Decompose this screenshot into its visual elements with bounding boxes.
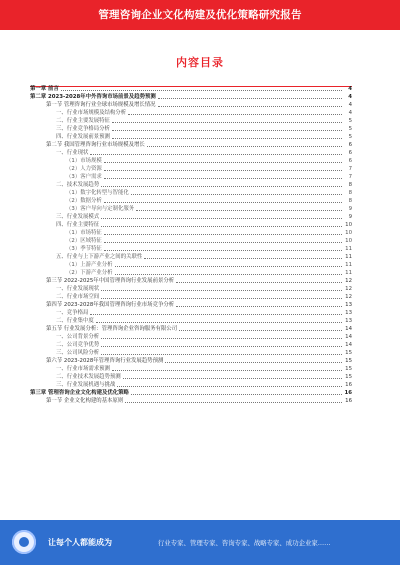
toc-entry-label: （2）下游产业分析 — [66, 270, 113, 276]
toc-entry-label: 二、行业主要发展特征 — [56, 118, 110, 124]
toc-entry-page: 11 — [345, 246, 352, 252]
toc-entry-page: 11 — [345, 254, 352, 260]
toc-dot-leader — [104, 234, 342, 235]
toc-entry[interactable] — [30, 357, 352, 365]
toc-entry-label: （3）客户需求 — [66, 174, 102, 180]
document-header-bar — [0, 0, 400, 30]
toc-entry[interactable] — [30, 141, 352, 149]
toc-dot-leader — [176, 306, 342, 307]
footer-banner — [0, 520, 400, 565]
toc-entry-label: 五、行业与上下游产业之间的关联性 — [56, 254, 143, 260]
toc-entry-page: 11 — [345, 270, 352, 276]
toc-dot-leader — [101, 226, 342, 227]
toc-entry[interactable] — [30, 373, 352, 381]
toc-entry-label: 四、行业发展前景预测 — [56, 134, 110, 140]
toc-entry[interactable] — [30, 285, 352, 293]
toc-dot-leader — [144, 258, 342, 259]
toc-entry-label: 三、行业竞争格局分析 — [56, 126, 110, 132]
toc-entry-page: 4 — [348, 94, 352, 100]
toc-entry[interactable] — [30, 253, 352, 261]
toc-entry[interactable] — [30, 293, 352, 301]
toc-entry[interactable] — [30, 149, 352, 157]
toc-entry-page: 6 — [348, 158, 352, 164]
toc-dot-leader — [179, 330, 342, 331]
toc-entry[interactable] — [30, 349, 352, 357]
toc-entry-label: 四、行业主要特征 — [56, 222, 100, 228]
toc-entry-page: 7 — [348, 174, 352, 180]
toc-entry[interactable] — [30, 277, 352, 285]
toc-entry-page: 8 — [348, 182, 352, 188]
toc-entry[interactable] — [30, 213, 352, 221]
toc-dot-leader — [90, 154, 342, 155]
toc-entry-label: 一、行业市场需求预测 — [56, 366, 110, 372]
toc-entry-label: 第一章 前言 — [30, 86, 59, 92]
toc-entry[interactable] — [30, 333, 352, 341]
toc-dot-leader — [128, 114, 342, 115]
toc-entry-label: （3）客户导向与定制化服务 — [66, 206, 135, 212]
toc-entry-page: 12 — [345, 294, 352, 300]
toc-entry[interactable] — [30, 341, 352, 349]
toc-entry-label: 二、行业技术发展趋势预测 — [56, 374, 121, 380]
toc-entry-page: 12 — [345, 278, 352, 284]
toc-entry-page: 10 — [345, 222, 352, 228]
toc-entry-page: 15 — [345, 358, 352, 364]
toc-dot-leader — [101, 346, 342, 347]
toc-title: 内容目录 — [176, 56, 224, 69]
toc-entry-label: 二、技术发展趋势 — [56, 182, 100, 188]
toc-dot-leader — [136, 210, 342, 211]
toc-entry[interactable] — [30, 309, 352, 317]
toc-entry-label: 第三节 2022-2025年中国管理咨询行业发展前景分析 — [46, 278, 175, 284]
toc-entry-label: （1）数字化转型与智能化 — [66, 190, 129, 196]
toc-entry[interactable] — [30, 173, 352, 181]
toc-entry-label: 三、行业发展机遇与挑战 — [56, 382, 116, 388]
toc-entry-page: 15 — [345, 366, 352, 372]
toc-entry-page: 10 — [345, 230, 352, 236]
toc-entry[interactable] — [30, 181, 352, 189]
toc-entry-label: （2）人力资源 — [66, 166, 102, 172]
toc-dot-leader — [131, 394, 342, 395]
toc-entry-label: （1）市场特征 — [66, 230, 102, 236]
toc-entry[interactable] — [30, 229, 352, 237]
toc-dot-leader — [96, 322, 342, 323]
toc-entry[interactable] — [30, 197, 352, 205]
toc-entry[interactable] — [30, 261, 352, 269]
toc-entry[interactable] — [30, 101, 352, 109]
toc-entry[interactable] — [30, 389, 352, 397]
toc-dot-leader — [101, 354, 342, 355]
toc-entry-page: 4 — [348, 86, 352, 92]
toc-entry-label: 二、公司竞争优势 — [56, 342, 100, 348]
toc-entry-page: 15 — [345, 350, 352, 356]
toc-entry-label: 一、行业市场规模及结构分析 — [56, 110, 127, 116]
toc-dot-leader — [104, 250, 342, 251]
toc-entry-label: 一、行业现状 — [56, 150, 89, 156]
toc-dot-leader — [112, 130, 342, 131]
toc-entry-label: 一、公司背景分析 — [56, 334, 100, 340]
toc-dot-leader — [61, 90, 342, 91]
toc-entry[interactable] — [30, 109, 352, 117]
toc-dot-leader — [104, 162, 342, 163]
toc-entry[interactable] — [30, 269, 352, 277]
toc-dot-leader — [123, 378, 342, 379]
toc-dot-leader — [176, 282, 342, 283]
toc-entry[interactable] — [30, 189, 352, 197]
toc-entry[interactable] — [30, 157, 352, 165]
toc-entry-label: 第二章 2023-2028年中外咨询市场前景及趋势预测 — [30, 94, 156, 100]
toc-entry[interactable] — [30, 85, 352, 93]
toc-dot-leader — [101, 186, 342, 187]
toc-entry[interactable] — [30, 125, 352, 133]
toc-entry-label: 第六节 2023-2028年管理咨询行业发展趋势预测 — [46, 358, 164, 364]
toc-entry[interactable] — [30, 117, 352, 125]
toc-entry-page: 4 — [348, 110, 352, 116]
toc-entry-label: 第一节 管理咨询行业全球市场规模及增长情况 — [46, 102, 156, 108]
toc-dot-leader — [158, 106, 342, 107]
toc-entry-label: 第三章 管理咨询企业文化构建及优化策略 — [30, 390, 129, 396]
toc-entry-page: 15 — [345, 374, 352, 380]
toc-entry[interactable] — [30, 205, 352, 213]
toc-entry[interactable] — [30, 221, 352, 229]
toc-entry-label: （2）区域特征 — [66, 238, 102, 244]
toc-entry-label: 第一节 企业文化构建的基本原则 — [46, 398, 124, 404]
brand-logo-icon — [12, 530, 36, 554]
toc-dot-leader — [115, 266, 342, 267]
toc-dot-leader — [104, 202, 342, 203]
toc-entry-label: 第五节 行业发展分析：管理咨询企业咨询服务有限公司 — [46, 326, 178, 332]
toc-dot-leader — [165, 362, 342, 363]
footer-right-text: 行业专家、管理专家、咨询专家、战略专家、成功企业家…… — [158, 539, 331, 547]
toc-entry-label: 三、行业发展模式 — [56, 214, 100, 220]
toc-entry-page: 10 — [345, 238, 352, 244]
toc-entry-label: 二、行业市场空间 — [56, 294, 100, 300]
toc-entry-page: 5 — [348, 134, 352, 140]
toc-dot-leader — [101, 298, 342, 299]
toc-dot-leader — [104, 242, 342, 243]
toc-entry-page: 14 — [345, 326, 352, 332]
toc-dot-leader — [101, 290, 342, 291]
toc-dot-leader — [101, 218, 342, 219]
toc-entry-page: 13 — [345, 318, 352, 324]
toc-dot-leader — [112, 370, 342, 371]
toc-entry-label: （2）数据分析 — [66, 198, 102, 204]
toc-entry-page: 16 — [344, 390, 352, 396]
toc-dot-leader — [131, 194, 342, 195]
toc-dot-leader — [112, 138, 342, 139]
toc-entry[interactable] — [30, 237, 352, 245]
toc-entry-page: 16 — [345, 382, 352, 388]
toc-entry-page: 14 — [345, 334, 352, 340]
toc-dot-leader — [90, 314, 342, 315]
toc-dot-leader — [158, 98, 342, 99]
toc-entry-page: 13 — [345, 310, 352, 316]
toc-entry-label: 一、行业发展现状 — [56, 286, 100, 292]
toc-dot-leader — [112, 122, 342, 123]
toc-entry-page: 13 — [345, 302, 352, 308]
toc-entry-label: （1）市场规模 — [66, 158, 102, 164]
toc-entry-page: 7 — [348, 166, 352, 172]
toc-entry-label: 第二节 我国管理咨询行业市场规模及增长 — [46, 142, 145, 148]
toc-entry-page: 9 — [348, 206, 352, 212]
toc-dot-leader — [101, 338, 342, 339]
toc-entry[interactable] — [30, 245, 352, 253]
toc-entry-label: 一、竞争格局 — [56, 310, 89, 316]
toc-entry-label: （3）季节特征 — [66, 246, 102, 252]
toc-entry-page: 8 — [348, 190, 352, 196]
toc-dot-leader — [104, 170, 342, 171]
toc-entry-page: 8 — [348, 198, 352, 204]
toc-dot-leader — [125, 402, 342, 403]
document-title: 管理咨询企业文化构建及优化策略研究报告 — [98, 9, 302, 21]
toc-entry-page: 16 — [345, 398, 352, 404]
toc-entry-label: 第四节 2023-2028年我国管理咨询行业市场竞争分析 — [46, 302, 175, 308]
toc-entry[interactable] — [30, 317, 352, 325]
toc-entry[interactable] — [30, 325, 352, 333]
toc-entry-page: 6 — [348, 142, 352, 148]
toc-entry[interactable] — [30, 301, 352, 309]
toc-entry-label: 三、公司风险分析 — [56, 350, 100, 356]
toc-entry-page: 12 — [345, 286, 352, 292]
toc-entry-label: （1）上游产业分析 — [66, 262, 113, 268]
toc-entry-page: 9 — [348, 214, 352, 220]
toc-entry-page: 5 — [348, 126, 352, 132]
toc-entry-page: 11 — [345, 262, 352, 268]
toc-entry[interactable] — [30, 133, 352, 141]
footer-left-text: 让每个人都能成为 — [48, 538, 112, 547]
toc-entry[interactable] — [30, 93, 352, 101]
toc-entry[interactable] — [30, 381, 352, 389]
toc-entry-page: 5 — [348, 118, 352, 124]
toc-entry-page: 6 — [348, 150, 352, 156]
toc-dot-leader — [104, 178, 342, 179]
toc-entry-page: 4 — [348, 102, 352, 108]
toc-entry-label: 二、行业集中度 — [56, 318, 94, 324]
toc-dot-leader — [147, 146, 342, 147]
table-of-contents — [30, 85, 352, 405]
toc-entry[interactable] — [30, 165, 352, 173]
toc-entry-page: 14 — [345, 342, 352, 348]
toc-entry[interactable] — [30, 397, 352, 405]
toc-entry[interactable] — [30, 365, 352, 373]
toc-dot-leader — [117, 386, 342, 387]
toc-dot-leader — [115, 274, 342, 275]
